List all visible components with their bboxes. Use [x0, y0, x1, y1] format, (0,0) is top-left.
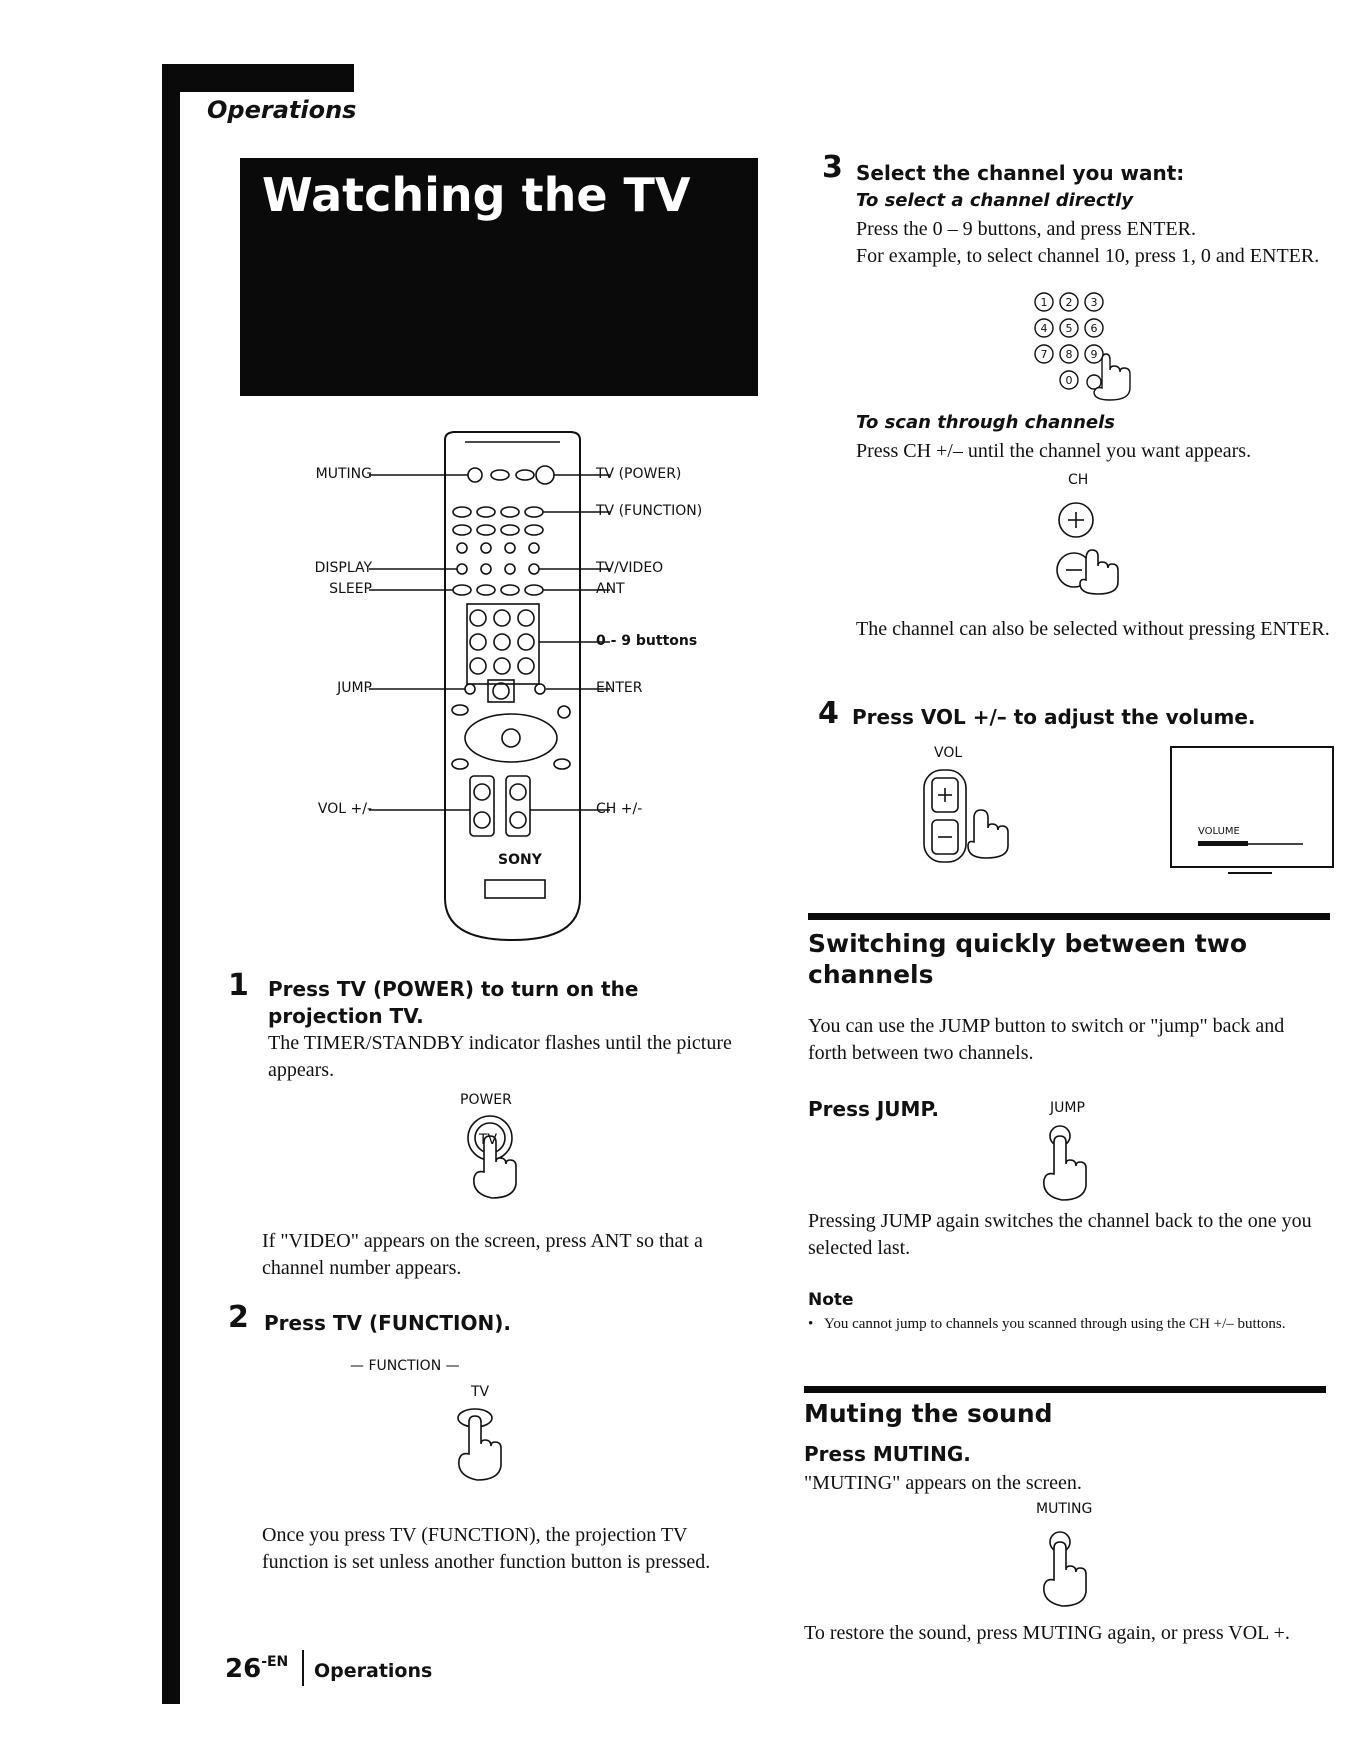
- tv-button-glyph: TV: [478, 1132, 498, 1148]
- svg-text:1: 1: [1040, 296, 1048, 309]
- callout-ch: CH +/-: [596, 801, 643, 817]
- callout-sleep: SLEEP: [329, 581, 372, 597]
- svg-text:8: 8: [1065, 348, 1073, 361]
- step-2-heading: Press TV (FUNCTION).: [264, 1311, 511, 1335]
- ch-buttons-figure: [1052, 496, 1142, 596]
- step-3-subheading-scan: To scan through channels: [856, 412, 1115, 433]
- jump-label: JUMP: [1050, 1100, 1085, 1116]
- page-number: [225, 1654, 288, 1684]
- svg-text:5: 5: [1065, 322, 1073, 335]
- svg-text:0: 0: [1065, 374, 1073, 387]
- number-keypad-figure: [1032, 290, 1172, 402]
- callout-jump: JUMP: [337, 680, 372, 696]
- step-3-heading: Select the channel you want:: [856, 161, 1185, 185]
- note-bullet: •: [808, 1316, 814, 1332]
- step-2-after: Once you press TV (FUNCTION), the projection TV function is set unless another function button is pressed.: [262, 1524, 711, 1573]
- svg-text:2: 2: [1065, 296, 1073, 309]
- jump-button-figure: [1030, 1124, 1100, 1202]
- note-title: Note: [808, 1290, 854, 1310]
- power-label: POWER: [460, 1092, 512, 1108]
- screen-stand: [1228, 872, 1272, 874]
- svg-text:9: 9: [1090, 348, 1098, 361]
- callout-display: DISPLAY: [314, 560, 372, 576]
- remote-control-figure: [314, 428, 750, 948]
- callout-ant: ANT: [596, 581, 625, 597]
- muting-section-title: Muting the sound: [804, 1399, 1053, 1428]
- vol-buttons-figure: [920, 768, 1070, 868]
- keypad-icon: [1032, 290, 1172, 402]
- step-3-subheading-direct: To select a channel directly: [856, 190, 1134, 211]
- note-text: You cannot jump to channels you scanned through using the CH +/– buttons.: [824, 1316, 1286, 1332]
- callout-number-buttons: 0 - 9 buttons: [596, 633, 698, 649]
- step-4-number: 4: [818, 696, 839, 731]
- hand-press-icon: [462, 1114, 532, 1200]
- muting-button-figure: [1030, 1530, 1100, 1608]
- jump-action: Press JUMP.: [808, 1097, 940, 1121]
- step-4-heading: Press VOL +/– to adjust the volume.: [852, 705, 1256, 729]
- footer-divider: [302, 1650, 304, 1686]
- function-label: — FUNCTION —: [350, 1358, 460, 1374]
- hand-press-icon: [1030, 1530, 1100, 1608]
- note-item: [808, 1314, 1318, 1334]
- callout-vol: VOL +/-: [317, 801, 372, 817]
- hand-press-icon: [445, 1404, 515, 1482]
- callout-enter: ENTER: [596, 680, 643, 696]
- vol-plus-minus-icon: [920, 768, 1070, 868]
- muting-after: To restore the sound, press MUTING again, or press VOL +.: [804, 1622, 1290, 1644]
- left-margin-bar: [162, 64, 180, 1704]
- section-tab: [162, 64, 354, 92]
- step-1-after: If "VIDEO" appears on the screen, press ANT so that a channel number appears.: [262, 1230, 703, 1279]
- muting-label: MUTING: [1036, 1501, 1093, 1517]
- page-number-suffix: -EN: [261, 1654, 289, 1670]
- remote-brand: SONY: [498, 852, 542, 868]
- callout-tv-video: TV/VIDEO: [596, 560, 664, 576]
- page-title: Watching the TV: [262, 168, 691, 222]
- muting-action: Press MUTING.: [804, 1442, 971, 1466]
- step-3-number: 3: [822, 150, 843, 185]
- step-3-text-note: The channel can also be selected without pressing ENTER.: [856, 618, 1330, 640]
- power-button-figure: [462, 1114, 532, 1200]
- step-2-number: 2: [228, 1300, 249, 1335]
- volume-bar-filled: [1198, 841, 1248, 846]
- step-1-heading: Press TV (POWER) to turn on the projection TV.: [268, 977, 639, 1028]
- svg-text:7: 7: [1040, 348, 1048, 361]
- ch-label: CH: [1068, 472, 1089, 488]
- jump-intro: You can use the JUMP button to switch or "jump" back and forth between two channels.: [808, 1015, 1285, 1064]
- function-button-figure: [445, 1404, 515, 1482]
- jump-after: Pressing JUMP again switches the channel back to the one you selected last.: [808, 1210, 1312, 1259]
- section-label: Operations: [207, 96, 357, 124]
- step-3-text-direct: Press the 0 – 9 buttons, and press ENTER.: [856, 218, 1196, 240]
- step-3-text-scan: Press CH +/– until the channel you want appears.: [856, 440, 1252, 462]
- volume-bar-empty: [1248, 843, 1303, 845]
- step-1-number: 1: [228, 968, 249, 1003]
- jump-section-title: Switching quickly between two channels: [808, 929, 1248, 989]
- step-3-text-example: For example, to select channel 10, press 1, 0 and ENTER.: [856, 245, 1320, 267]
- function-tv-label: TV: [471, 1384, 490, 1400]
- svg-text:3: 3: [1090, 296, 1098, 309]
- muting-text: "MUTING" appears on the screen.: [804, 1472, 1082, 1494]
- callout-tv-power: TV (POWER): [596, 466, 682, 482]
- ch-plus-minus-icon: [1052, 496, 1142, 596]
- page-number-value: 26: [225, 1654, 262, 1684]
- svg-text:4: 4: [1040, 322, 1048, 335]
- footer-section: Operations: [314, 1660, 433, 1682]
- callout-muting: MUTING: [315, 466, 372, 482]
- svg-text:6: 6: [1090, 322, 1098, 335]
- section-rule-jump: [808, 913, 1330, 920]
- section-rule-muting: [804, 1386, 1326, 1393]
- vol-label: VOL: [934, 745, 963, 761]
- volume-screen-figure: [1170, 746, 1334, 868]
- hand-press-icon: [1030, 1124, 1100, 1202]
- volume-screen-label: VOLUME: [1198, 826, 1240, 837]
- callout-tv-function: TV (FUNCTION): [596, 503, 703, 519]
- title-banner: [240, 158, 758, 396]
- step-1-text: The TIMER/STANDBY indicator flashes until the picture appears.: [268, 1032, 732, 1081]
